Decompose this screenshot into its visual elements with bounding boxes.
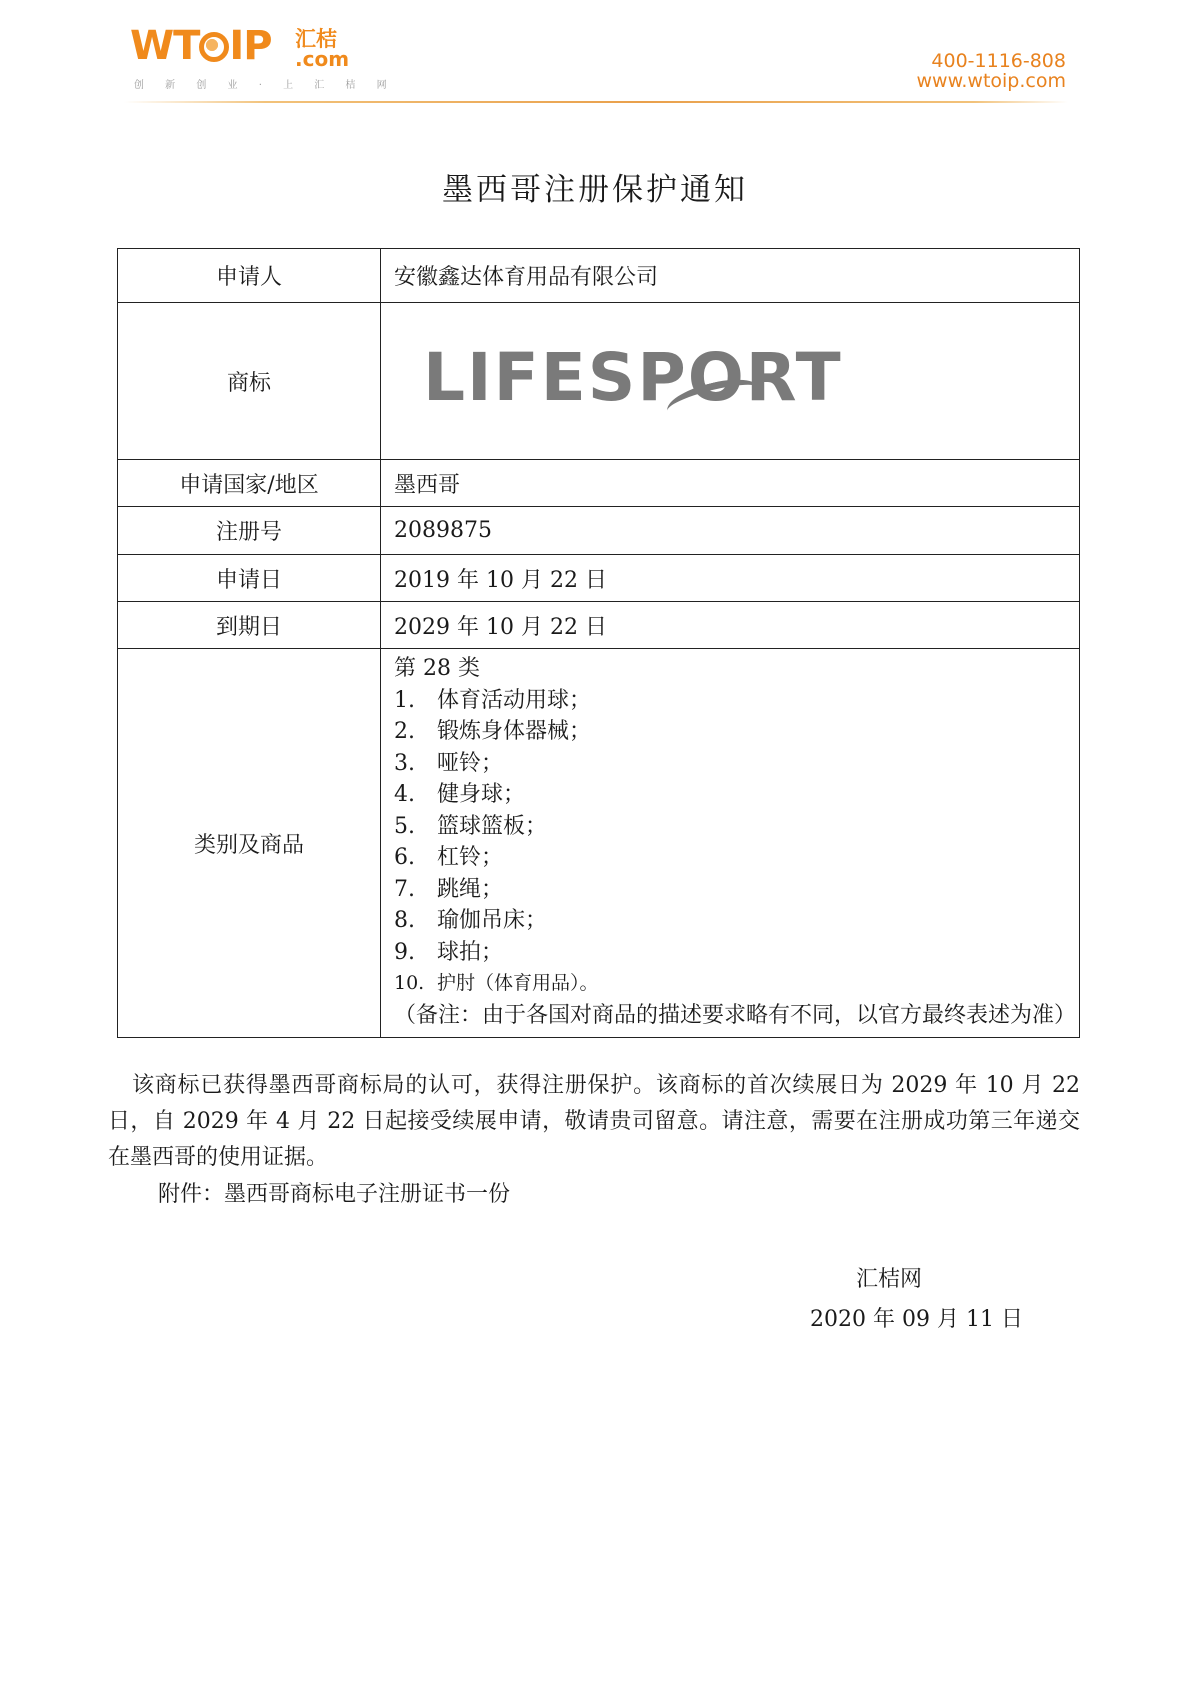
goods-label: 类别及商品: [118, 649, 381, 1038]
table-row: [118, 649, 1080, 1038]
logo-chinese-name: 汇桔: [295, 27, 337, 51]
logo-domain-suffix: .com: [295, 47, 350, 71]
trademark-info-table: [117, 248, 1080, 1038]
table-row: [118, 507, 1080, 555]
company-logo: [130, 23, 396, 94]
reg-no-value: 2089875: [381, 507, 1080, 555]
goods-cell: [381, 649, 1080, 1038]
list-item: 1. 体育活动用球；: [394, 687, 592, 713]
reg-no-label: 注册号: [118, 507, 381, 555]
trademark-wordmark: LIFESPORT: [423, 339, 843, 416]
header-divider: [124, 101, 1068, 103]
filing-date-label: 申请日: [118, 555, 381, 602]
goods-class: 第 28 类: [394, 656, 480, 681]
table-row: [118, 303, 1080, 460]
signature-organization: 汇桔网: [856, 1267, 923, 1292]
list-item: 2. 锻炼身体器械；: [394, 719, 592, 744]
phone-number: 400-1116-808: [931, 50, 1066, 72]
country-label: 申请国家/地区: [118, 460, 381, 507]
expiry-date-label: 到期日: [118, 602, 381, 649]
trademark-image-cell: [381, 303, 1080, 460]
header-contact: [917, 51, 1067, 91]
list-item: 10. 护肘（体育用品）。: [394, 972, 599, 994]
trademark-label: 商标: [118, 303, 381, 460]
applicant-label: 申请人: [118, 249, 381, 303]
filing-date-value: 2019 年 10 月 22 日: [381, 555, 1080, 602]
orange-globe-icon: [199, 32, 229, 62]
table-row: [118, 602, 1080, 649]
table-row: [118, 249, 1080, 303]
country-value: 墨西哥: [381, 460, 1080, 507]
list-item: 8. 瑜伽吊床；: [394, 908, 548, 933]
website-link[interactable]: www.wtoip.com: [916, 70, 1066, 92]
list-item: 9. 球拍；: [394, 939, 504, 965]
list-item: 6. 杠铃；: [394, 845, 504, 870]
goods-note: （备注：由于各国对商品的描述要求略有不同，以官方最终表述为准）: [394, 1002, 1077, 1028]
goods-list: [394, 685, 1067, 1000]
document-title: 墨西哥注册保护通知: [442, 172, 748, 208]
applicant-value: 安徽鑫达体育用品有限公司: [381, 249, 1080, 303]
trademark-logo-image: [381, 303, 1079, 459]
notice-paragraph: 该商标已获得墨西哥商标局的认可，获得注册保护。该商标的首次续展日为 2029 年 10 月 22 日，自 2029 年 4 月 22 日起接受续展申请，敬请贵司留意。请注意，需要在注册成功第三年递交在墨西哥的使用证据。: [108, 1073, 1080, 1170]
list-item: 3. 哑铃；: [394, 750, 504, 776]
expiry-date-value: 2029 年 10 月 22 日: [381, 602, 1080, 649]
list-item: 4. 健身球；: [394, 782, 526, 807]
table-row: [118, 555, 1080, 602]
signature-date: 2020 年 09 月 11 日: [810, 1307, 1023, 1332]
table-row: [118, 460, 1080, 507]
list-item: 5. 篮球篮板；: [394, 813, 548, 839]
logo-wordmark: WT IP: [130, 23, 272, 69]
attachment-note: 附件：墨西哥商标电子注册证书一份: [158, 1182, 511, 1207]
logo-slogan: 创 新 创 业 · 上 汇 桔 网: [134, 80, 396, 91]
list-item: 7. 跳绳；: [394, 876, 504, 902]
